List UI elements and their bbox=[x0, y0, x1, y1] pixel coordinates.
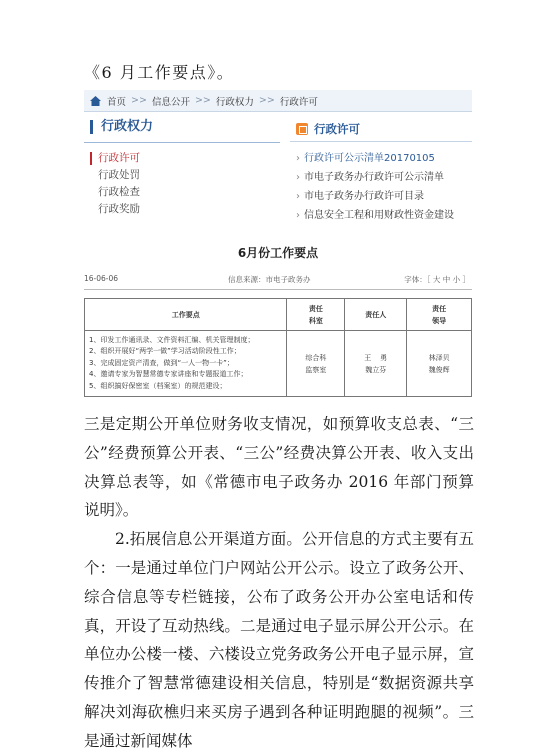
dept-cell: 综合科 监察室 bbox=[287, 331, 345, 397]
breadcrumb-separator: >> bbox=[131, 95, 147, 106]
header-dept: 责任 科室 bbox=[287, 299, 345, 331]
left-nav bbox=[84, 114, 280, 231]
left-nav-item[interactable]: 行政检查 bbox=[98, 186, 140, 198]
table-header-row bbox=[85, 299, 472, 331]
right-panel-title: 行政许可 bbox=[314, 122, 360, 136]
paragraph: 三是定期公开单位财务收支情况，如预算收支总表、“三公”经费预算公开表、“三公”经费决算公开表、收入支出决算总表等，如《常德市电子政务办 2016 年部门预算说明》。 bbox=[84, 415, 474, 520]
left-nav-item[interactable]: 行政处罚 bbox=[98, 169, 140, 181]
divider bbox=[290, 141, 472, 142]
left-nav-title: 行政权力 bbox=[90, 120, 153, 134]
breadcrumb bbox=[84, 90, 472, 112]
left-nav-item[interactable]: 行政许可 bbox=[90, 150, 140, 167]
right-panel-link[interactable]: › 市电子政务办行政许可公示清单 bbox=[296, 168, 454, 187]
breadcrumb-item[interactable]: 首页 bbox=[107, 96, 127, 108]
portal-screenshot bbox=[84, 90, 472, 231]
breadcrumb-separator: >> bbox=[194, 95, 211, 106]
breadcrumb-item[interactable]: 行政权力 bbox=[215, 96, 254, 108]
work-items-cell bbox=[85, 331, 287, 397]
header-items: 工作要点 bbox=[85, 299, 287, 331]
document-icon bbox=[296, 123, 308, 135]
divider bbox=[84, 142, 280, 143]
home-icon bbox=[90, 96, 101, 106]
plan-title: 6月份工作要点 bbox=[237, 246, 319, 260]
work-item: 3、完成固定资产清查，做到“一人一物一卡”； bbox=[89, 358, 234, 367]
lead-text: 《6 月工作要点》。 bbox=[84, 63, 235, 82]
plan-meta bbox=[84, 274, 472, 288]
table-row bbox=[85, 331, 472, 397]
breadcrumb-separator: >> bbox=[258, 95, 275, 106]
plan-table bbox=[84, 298, 472, 397]
right-panel bbox=[290, 114, 472, 231]
right-panel-link[interactable]: › 行政许可公示清单20170105 bbox=[296, 149, 454, 168]
font-size-control[interactable]: 字体：［ 大 中 小 ］ bbox=[404, 275, 470, 284]
plan-screenshot bbox=[84, 236, 472, 402]
header-leader: 责任 领导 bbox=[407, 299, 472, 331]
paragraph: 2.拓展信息公开渠道方面。公开信息的方式主要有五个：一是通过单位门户网站公开公示。设立了政务公开、综合信息等专栏链接，公布了政务公开办公室电话和传真，开设了互动热线。二是通过电子显示屏公开公示。在单位办公楼一楼、六楼设立党务政务公开电子显示屏，宣传推介了智慧常德建设相关信息，特别是“数据资源共享解决刘海砍樵归来买房子遇到各种证明跑腿的视频”。三是通过新闻媒体 bbox=[84, 530, 474, 750]
right-panel-link[interactable]: › 信息安全工程和用财政性资金建设 bbox=[296, 206, 454, 225]
body-text bbox=[84, 410, 474, 756]
right-panel-list bbox=[296, 149, 454, 225]
leader-cell: 林泽贝 魏俊辉 bbox=[407, 331, 472, 397]
publish-date: 16-06-06 bbox=[84, 274, 119, 283]
person-cell: 王 勇 魏立芬 bbox=[345, 331, 407, 397]
divider bbox=[84, 289, 472, 290]
work-item: 1、印发工作通讯录、文件资料汇编、机关管理制度； bbox=[89, 335, 255, 344]
breadcrumb-item[interactable]: 信息公开 bbox=[151, 96, 190, 108]
breadcrumb-item[interactable]: 行政许可 bbox=[279, 96, 318, 108]
work-item: 2、组织开展好“两学一做”学习活动阶段性工作； bbox=[89, 347, 241, 356]
left-nav-list bbox=[90, 150, 140, 218]
work-item: 4、邀请专家为智慧常德专家讲座和专题报道工作； bbox=[89, 370, 248, 379]
work-item: 5、组织搞好保密室（档案室）的规范建设； bbox=[89, 381, 227, 390]
info-source: 信息来源：市电子政务办 bbox=[228, 275, 311, 284]
header-person: 责任人 bbox=[345, 299, 407, 331]
right-panel-link[interactable]: › 市电子政务办行政许可目录 bbox=[296, 187, 454, 206]
left-nav-item[interactable]: 行政奖励 bbox=[98, 203, 140, 215]
